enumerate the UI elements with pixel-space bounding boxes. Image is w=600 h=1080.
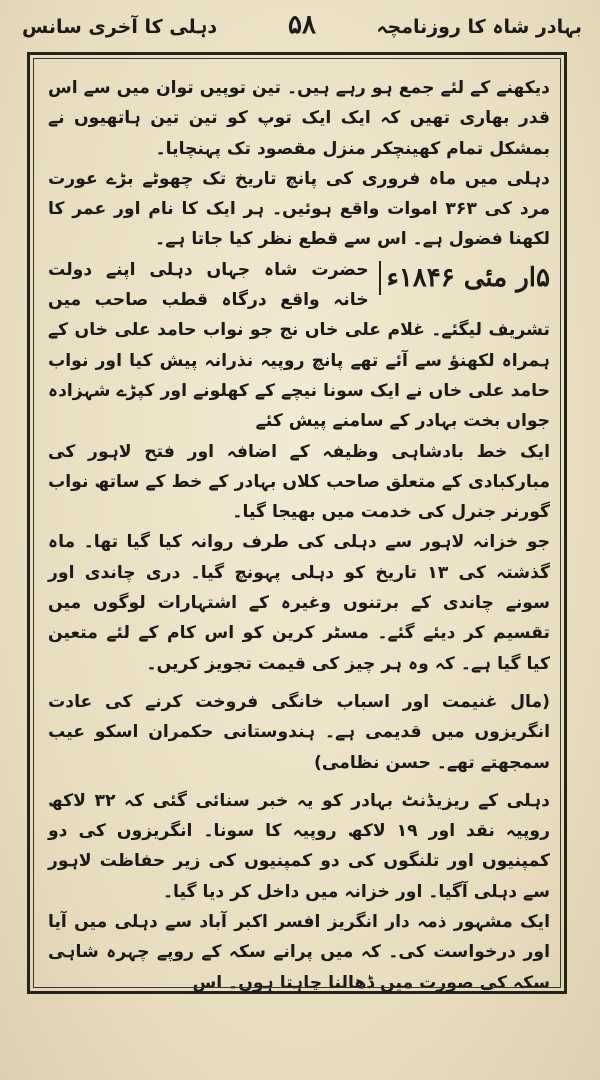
paragraph: حضرت شاہ جہاں دہلی اپنے دولت خانہ واقع درگاہ قطب صاحب میں تشریف لیگئے۔ غلام علی خاں نج جو نواب حامد علی خاں کے ہمراہ لکھنؤ سے آئے تھے پانچ روپیہ نذرانہ پیش کیا اور نواب حامد علی خاں نے ایک سونا نیچے کے کھلونے اور کپڑے شہزادہ جواں بخت بہادر کے سامنے پیش کئے — [48, 259, 550, 432]
paragraph-note: (مال غنیمت اور اسباب خانگی فروخت کرنے کی عادت انگریزوں میں قدیمی ہے۔ ہندوستانی حکمران اسکو عیب سمجھتے تھے۔ حسن نظامی) — [48, 691, 550, 773]
dated-entry — [48, 255, 550, 437]
paragraph: دہلی کے ریزیڈنٹ بہادر کو یہ خبر سنائی گئی کہ ۳۲ لاکھ روپیہ نقد اور ۱۹ لاکھ روپیہ کا سونا۔ انگریزوں کی دو کمپنیوں اور تلنگوں کی دو کمپنیوں کی زیر حفاظت لاہور سے دہلی آگیا۔ اور خزانہ میں داخل کر دیا گیا۔ — [48, 790, 550, 902]
paragraph: دیکھنے کے لئے جمع ہو رہے ہیں۔ تین توپیں توان میں سے اس قدر بھاری تھیں کہ ایک ایک توپ کو تین تین ہاتھیوں نے بمشکل تمام کھینچکر منزل مقصود تک پہنچایا۔ — [48, 78, 550, 159]
paragraph: ایک مشہور ذمہ دار انگریز افسر اکبر آباد سے دہلی میں آیا اور درخواست کی۔ کہ میں پرانے سکہ کے روپے چہرہ شاہی سکہ کی صورت میں ڈھالنا چاہتا ہوں۔ اس — [48, 912, 550, 993]
date-heading: ۵ار مئی ۱۸۴۶ء — [379, 261, 550, 295]
body-text — [48, 73, 550, 993]
text-frame — [27, 52, 567, 994]
paragraph: جو خزانہ لاہور سے دہلی کی طرف روانہ کیا گیا تھا۔ ماہ گذشتہ کی ۱۳ تاریخ کو دہلی پہونچ گیا۔ دری چاندی اور سونے چاندی کے برتنوں وغیرہ کے اشتہارات لوگوں میں تقسیم کر دیئے گئے۔ مسٹر کرین کو اس کام کے لئے متعین کیا گیا ہے۔ کہ وہ ہر چیز کی قیمت تجویز کریں۔ — [48, 532, 550, 674]
book-title: بہادر شاہ کا روزنامچہ — [376, 16, 582, 38]
paragraph: دہلی میں ماہ فروری کی پانچ تاریخ تک چھوٹے بڑے عورت مرد کی ۳۶۳ اموات واقع ہوئیں۔ ہر ایک کا نام اور عمر کا لکھنا فضول ہے۔ اس سے قطع نظر کیا جاتا ہے۔ — [48, 168, 550, 250]
page-header — [22, 8, 582, 54]
chapter-title: دہلی کا آخری سانس — [22, 16, 218, 38]
paragraph: ایک خط بادشاہی وظیفہ کے اضافہ اور فتح لاہور کی مبارکبادی کے متعلق صاحب کلاں بہادر کے خط کے ساتھ نواب گورنر جنرل کی خدمت میں بھیجا گیا۔ — [48, 441, 550, 523]
page-number: ۵۸ — [288, 10, 316, 40]
